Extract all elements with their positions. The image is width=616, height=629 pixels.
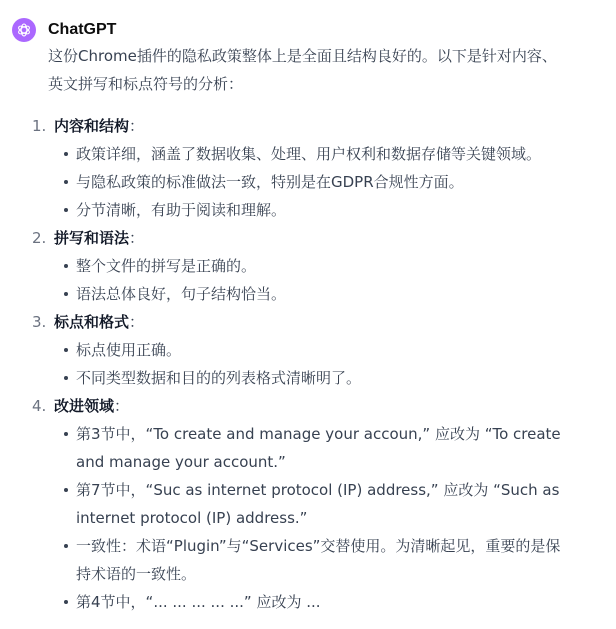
section-points [54, 420, 568, 616]
bullet-point: 不同类型数据和目的的列表格式清晰明了。 [76, 364, 568, 392]
message-intro: 这份Chrome插件的隐私政策整体上是全面且结构良好的。以下是针对内容、英文拼写和标点符号的分析： [48, 47, 557, 93]
bullet-point: 政策详细，涵盖了数据收集、处理、用户权利和数据存储等关键领域。 [76, 140, 568, 168]
bullet-point: 第7节中，“Suc as internet protocol (IP) address,” 应改为 “Such as internet protocol (IP) address.” [76, 476, 568, 532]
chatgpt-avatar [12, 18, 36, 42]
analysis-section [32, 224, 568, 308]
section-colon: ： [129, 313, 145, 331]
bullet-point: 第3节中，“To create and manage your accoun,” 应改为 “To create and manage your account.” [76, 420, 568, 476]
openai-logo-icon [16, 22, 32, 38]
bullet-point: 与隐私政策的标准做法一致，特别是在GDPR合规性方面。 [76, 168, 568, 196]
section-colon: ： [129, 229, 145, 247]
bullet-point: 第4节中，“... ... ... ... ...” 应改为 ... [76, 588, 568, 616]
section-number: 1. [32, 117, 47, 135]
section-colon: ： [129, 117, 145, 135]
message-author: ChatGPT [48, 21, 117, 38]
section-title: 内容和结构 [54, 117, 130, 135]
analysis-section [32, 112, 568, 224]
analysis-section [32, 392, 568, 616]
section-number: 2. [32, 229, 47, 247]
bullet-point: 一致性：术语“Plugin”与“Services”交替使用。为清晰起见，重要的是保持术语的一致性。 [76, 532, 568, 588]
section-number: 4. [32, 397, 47, 415]
bullet-point: 整个文件的拼写是正确的。 [76, 252, 568, 280]
section-title: 改进领域 [54, 397, 115, 415]
bullet-point: 标点使用正确。 [76, 336, 568, 364]
section-points [54, 140, 568, 224]
message-content [32, 42, 568, 616]
analysis-section [32, 308, 568, 392]
bullet-point: 语法总体良好，句子结构恰当。 [76, 280, 568, 308]
section-points [54, 252, 568, 308]
section-title: 拼写和语法 [54, 229, 130, 247]
bullet-point: 分节清晰，有助于阅读和理解。 [76, 196, 568, 224]
section-title: 标点和格式 [54, 313, 130, 331]
section-points [54, 336, 568, 392]
analysis-list [32, 112, 568, 616]
section-colon: ： [114, 397, 130, 415]
section-number: 3. [32, 313, 47, 331]
